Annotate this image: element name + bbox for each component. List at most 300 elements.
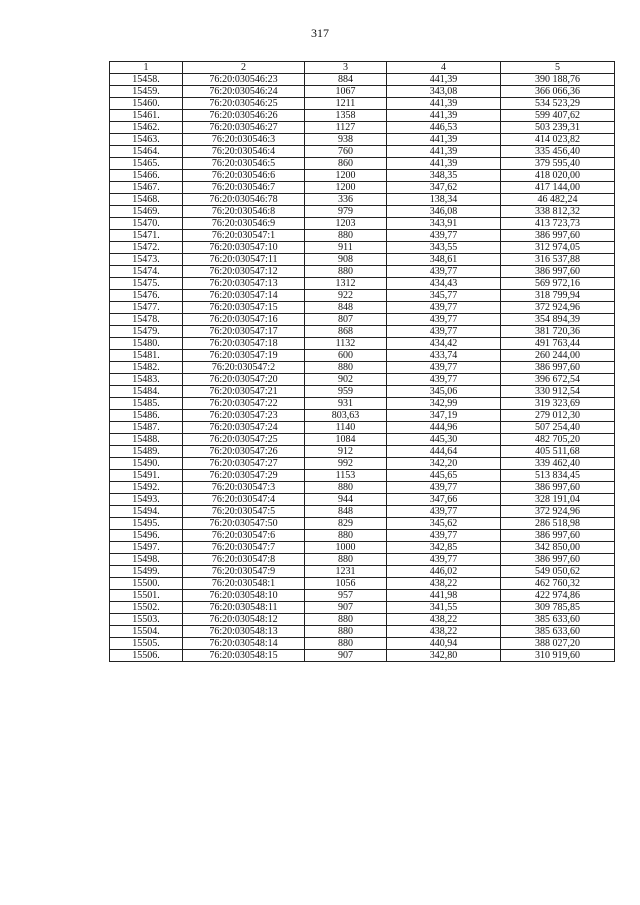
area-cell: 1312: [305, 278, 387, 290]
cadastral-value-cell: 388 027,20: [501, 638, 615, 650]
area-cell: 1200: [305, 182, 387, 194]
specific-value-cell: 434,43: [387, 278, 501, 290]
cadastral-value-cell: 312 974,05: [501, 242, 615, 254]
area-cell: 880: [305, 230, 387, 242]
specific-value-cell: 341,55: [387, 602, 501, 614]
area-cell: 336: [305, 194, 387, 206]
table-row: [110, 386, 615, 398]
cadastral-number-cell: 76:20:030547:26: [183, 446, 305, 458]
cadastral-number-cell: 76:20:030546:6: [183, 170, 305, 182]
row-number-cell: 15483.: [110, 374, 183, 386]
table-header: [110, 62, 615, 74]
cadastral-number-cell: 76:20:030547:10: [183, 242, 305, 254]
row-number-cell: 15466.: [110, 170, 183, 182]
cadastral-number-cell: 76:20:030547:27: [183, 458, 305, 470]
row-number-cell: 15486.: [110, 410, 183, 422]
area-cell: 880: [305, 266, 387, 278]
area-cell: 1153: [305, 470, 387, 482]
cadastral-number-cell: 76:20:030547:18: [183, 338, 305, 350]
specific-value-cell: 346,08: [387, 206, 501, 218]
cadastral-number-cell: 76:20:030547:23: [183, 410, 305, 422]
area-cell: 912: [305, 446, 387, 458]
area-cell: 880: [305, 614, 387, 626]
cadastral-value-cell: 386 997,60: [501, 554, 615, 566]
table-row: [110, 338, 615, 350]
cadastral-value-cell: 339 462,40: [501, 458, 615, 470]
row-number-cell: 15498.: [110, 554, 183, 566]
area-cell: 860: [305, 158, 387, 170]
table-row: [110, 230, 615, 242]
cadastral-number-cell: 76:20:030548:15: [183, 650, 305, 662]
registry-table: [109, 61, 615, 662]
row-number-cell: 15492.: [110, 482, 183, 494]
table-row: [110, 638, 615, 650]
cadastral-number-cell: 76:20:030546:3: [183, 134, 305, 146]
row-number-cell: 15471.: [110, 230, 183, 242]
table-row: [110, 362, 615, 374]
cadastral-value-cell: 372 924,96: [501, 302, 615, 314]
row-number-cell: 15500.: [110, 578, 183, 590]
cadastral-value-cell: 342 850,00: [501, 542, 615, 554]
area-cell: 907: [305, 650, 387, 662]
specific-value-cell: 345,06: [387, 386, 501, 398]
area-cell: 907: [305, 602, 387, 614]
area-cell: 959: [305, 386, 387, 398]
specific-value-cell: 348,35: [387, 170, 501, 182]
row-number-cell: 15499.: [110, 566, 183, 578]
cadastral-number-cell: 76:20:030547:7: [183, 542, 305, 554]
area-cell: 1084: [305, 434, 387, 446]
row-number-cell: 15474.: [110, 266, 183, 278]
area-cell: 880: [305, 530, 387, 542]
table-row: [110, 470, 615, 482]
table-row: [110, 542, 615, 554]
cadastral-number-cell: 76:20:030547:15: [183, 302, 305, 314]
table-row: [110, 554, 615, 566]
cadastral-value-cell: 328 191,04: [501, 494, 615, 506]
table-row: [110, 566, 615, 578]
table-row: [110, 194, 615, 206]
row-number-cell: 15461.: [110, 110, 183, 122]
row-number-cell: 15493.: [110, 494, 183, 506]
column-header-2: 2: [183, 62, 305, 74]
cadastral-value-cell: 569 972,16: [501, 278, 615, 290]
area-cell: 868: [305, 326, 387, 338]
column-header-5: 5: [501, 62, 615, 74]
specific-value-cell: 348,61: [387, 254, 501, 266]
table-body: [110, 74, 615, 662]
area-cell: 884: [305, 74, 387, 86]
specific-value-cell: 342,99: [387, 398, 501, 410]
row-number-cell: 15476.: [110, 290, 183, 302]
row-number-cell: 15465.: [110, 158, 183, 170]
table-row: [110, 326, 615, 338]
specific-value-cell: 439,77: [387, 374, 501, 386]
row-number-cell: 15501.: [110, 590, 183, 602]
cadastral-value-cell: 417 144,00: [501, 182, 615, 194]
specific-value-cell: 439,77: [387, 314, 501, 326]
area-cell: 1203: [305, 218, 387, 230]
cadastral-number-cell: 76:20:030547:21: [183, 386, 305, 398]
row-number-cell: 15495.: [110, 518, 183, 530]
row-number-cell: 15481.: [110, 350, 183, 362]
area-cell: 880: [305, 626, 387, 638]
table-row: [110, 182, 615, 194]
specific-value-cell: 446,53: [387, 122, 501, 134]
table-row: [110, 374, 615, 386]
specific-value-cell: 439,77: [387, 506, 501, 518]
table-row: [110, 422, 615, 434]
row-number-cell: 15470.: [110, 218, 183, 230]
specific-value-cell: 347,62: [387, 182, 501, 194]
area-cell: 1127: [305, 122, 387, 134]
specific-value-cell: 439,77: [387, 530, 501, 542]
specific-value-cell: 342,85: [387, 542, 501, 554]
cadastral-value-cell: 418 020,00: [501, 170, 615, 182]
table-row: [110, 602, 615, 614]
specific-value-cell: 441,98: [387, 590, 501, 602]
cadastral-value-cell: 513 834,45: [501, 470, 615, 482]
cadastral-number-cell: 76:20:030546:5: [183, 158, 305, 170]
area-cell: 760: [305, 146, 387, 158]
row-number-cell: 15479.: [110, 326, 183, 338]
table-row: [110, 446, 615, 458]
row-number-cell: 15503.: [110, 614, 183, 626]
cadastral-value-cell: 335 456,40: [501, 146, 615, 158]
cadastral-number-cell: 76:20:030547:25: [183, 434, 305, 446]
cadastral-number-cell: 76:20:030546:8: [183, 206, 305, 218]
specific-value-cell: 342,80: [387, 650, 501, 662]
area-cell: 880: [305, 482, 387, 494]
cadastral-number-cell: 76:20:030546:27: [183, 122, 305, 134]
cadastral-number-cell: 76:20:030547:24: [183, 422, 305, 434]
table-row: [110, 530, 615, 542]
table-row: [110, 494, 615, 506]
table-row: [110, 614, 615, 626]
row-number-cell: 15472.: [110, 242, 183, 254]
cadastral-value-cell: 386 997,60: [501, 266, 615, 278]
area-cell: 902: [305, 374, 387, 386]
cadastral-value-cell: 330 912,54: [501, 386, 615, 398]
area-cell: 908: [305, 254, 387, 266]
row-number-cell: 15487.: [110, 422, 183, 434]
area-cell: 1000: [305, 542, 387, 554]
cadastral-number-cell: 76:20:030546:7: [183, 182, 305, 194]
specific-value-cell: 439,77: [387, 362, 501, 374]
area-cell: 938: [305, 134, 387, 146]
cadastral-number-cell: 76:20:030548:13: [183, 626, 305, 638]
cadastral-number-cell: 76:20:030548:11: [183, 602, 305, 614]
row-number-cell: 15475.: [110, 278, 183, 290]
cadastral-value-cell: 396 672,54: [501, 374, 615, 386]
cadastral-number-cell: 76:20:030547:14: [183, 290, 305, 302]
row-number-cell: 15478.: [110, 314, 183, 326]
table-row: [110, 434, 615, 446]
table-row: [110, 458, 615, 470]
area-cell: 931: [305, 398, 387, 410]
cadastral-value-cell: 422 974,86: [501, 590, 615, 602]
table-row: [110, 626, 615, 638]
table-row: [110, 170, 615, 182]
specific-value-cell: 434,42: [387, 338, 501, 350]
specific-value-cell: 345,77: [387, 290, 501, 302]
specific-value-cell: 343,08: [387, 86, 501, 98]
row-number-cell: 15464.: [110, 146, 183, 158]
table-row: [110, 350, 615, 362]
specific-value-cell: 441,39: [387, 98, 501, 110]
area-cell: 957: [305, 590, 387, 602]
specific-value-cell: 444,64: [387, 446, 501, 458]
cadastral-number-cell: 76:20:030546:26: [183, 110, 305, 122]
table-row: [110, 518, 615, 530]
table-row: [110, 482, 615, 494]
table-row: [110, 278, 615, 290]
cadastral-value-cell: 386 997,60: [501, 530, 615, 542]
specific-value-cell: 441,39: [387, 74, 501, 86]
cadastral-number-cell: 76:20:030547:5: [183, 506, 305, 518]
cadastral-number-cell: 76:20:030547:13: [183, 278, 305, 290]
specific-value-cell: 438,22: [387, 626, 501, 638]
specific-value-cell: 138,34: [387, 194, 501, 206]
table-row: [110, 398, 615, 410]
specific-value-cell: 438,22: [387, 578, 501, 590]
cadastral-number-cell: 76:20:030547:29: [183, 470, 305, 482]
row-number-cell: 15505.: [110, 638, 183, 650]
row-number-cell: 15484.: [110, 386, 183, 398]
specific-value-cell: 439,77: [387, 302, 501, 314]
cadastral-value-cell: 386 997,60: [501, 482, 615, 494]
specific-value-cell: 441,39: [387, 158, 501, 170]
row-number-cell: 15497.: [110, 542, 183, 554]
cadastral-value-cell: 386 997,60: [501, 230, 615, 242]
table-row: [110, 302, 615, 314]
cadastral-number-cell: 76:20:030547:22: [183, 398, 305, 410]
row-number-cell: 15459.: [110, 86, 183, 98]
area-cell: 807: [305, 314, 387, 326]
area-cell: 600: [305, 350, 387, 362]
cadastral-number-cell: 76:20:030547:1: [183, 230, 305, 242]
cadastral-value-cell: 354 894,39: [501, 314, 615, 326]
header-row: [110, 62, 615, 74]
cadastral-value-cell: 46 482,24: [501, 194, 615, 206]
row-number-cell: 15477.: [110, 302, 183, 314]
page-number: 317: [311, 26, 329, 40]
area-cell: 829: [305, 518, 387, 530]
cadastral-value-cell: 385 633,60: [501, 614, 615, 626]
row-number-cell: 15469.: [110, 206, 183, 218]
area-cell: 880: [305, 554, 387, 566]
area-cell: 1200: [305, 170, 387, 182]
row-number-cell: 15489.: [110, 446, 183, 458]
table-row: [110, 590, 615, 602]
row-number-cell: 15488.: [110, 434, 183, 446]
cadastral-value-cell: 310 919,60: [501, 650, 615, 662]
table-row: [110, 158, 615, 170]
row-number-cell: 15480.: [110, 338, 183, 350]
cadastral-number-cell: 76:20:030547:11: [183, 254, 305, 266]
area-cell: 1231: [305, 566, 387, 578]
cadastral-value-cell: 385 633,60: [501, 626, 615, 638]
table-row: [110, 86, 615, 98]
cadastral-number-cell: 76:20:030546:78: [183, 194, 305, 206]
specific-value-cell: 439,77: [387, 482, 501, 494]
cadastral-number-cell: 76:20:030547:19: [183, 350, 305, 362]
cadastral-value-cell: 503 239,31: [501, 122, 615, 134]
table-row: [110, 134, 615, 146]
cadastral-value-cell: 482 705,20: [501, 434, 615, 446]
row-number-cell: 15468.: [110, 194, 183, 206]
cadastral-number-cell: 76:20:030547:2: [183, 362, 305, 374]
specific-value-cell: 441,39: [387, 146, 501, 158]
area-cell: 944: [305, 494, 387, 506]
cadastral-value-cell: 405 511,68: [501, 446, 615, 458]
area-cell: 803,63: [305, 410, 387, 422]
cadastral-value-cell: 319 323,69: [501, 398, 615, 410]
cadastral-value-cell: 507 254,40: [501, 422, 615, 434]
row-number-cell: 15485.: [110, 398, 183, 410]
cadastral-value-cell: 413 723,73: [501, 218, 615, 230]
cadastral-number-cell: 76:20:030548:12: [183, 614, 305, 626]
cadastral-value-cell: 286 518,98: [501, 518, 615, 530]
cadastral-value-cell: 549 050,62: [501, 566, 615, 578]
table-row: [110, 290, 615, 302]
cadastral-value-cell: 279 012,30: [501, 410, 615, 422]
specific-value-cell: 441,39: [387, 134, 501, 146]
cadastral-value-cell: 379 595,40: [501, 158, 615, 170]
table-row: [110, 146, 615, 158]
specific-value-cell: 445,65: [387, 470, 501, 482]
row-number-cell: 15491.: [110, 470, 183, 482]
row-number-cell: 15473.: [110, 254, 183, 266]
specific-value-cell: 433,74: [387, 350, 501, 362]
column-header-1: 1: [110, 62, 183, 74]
cadastral-value-cell: 309 785,85: [501, 602, 615, 614]
row-number-cell: 15496.: [110, 530, 183, 542]
cadastral-number-cell: 76:20:030547:8: [183, 554, 305, 566]
cadastral-number-cell: 76:20:030547:50: [183, 518, 305, 530]
cadastral-value-cell: 366 066,36: [501, 86, 615, 98]
area-cell: 992: [305, 458, 387, 470]
specific-value-cell: 446,02: [387, 566, 501, 578]
area-cell: 848: [305, 302, 387, 314]
cadastral-number-cell: 76:20:030547:6: [183, 530, 305, 542]
specific-value-cell: 444,96: [387, 422, 501, 434]
row-number-cell: 15462.: [110, 122, 183, 134]
specific-value-cell: 440,94: [387, 638, 501, 650]
area-cell: 1132: [305, 338, 387, 350]
row-number-cell: 15502.: [110, 602, 183, 614]
specific-value-cell: 438,22: [387, 614, 501, 626]
cadastral-value-cell: 599 407,62: [501, 110, 615, 122]
table-row: [110, 266, 615, 278]
area-cell: 1140: [305, 422, 387, 434]
cadastral-number-cell: 76:20:030548:1: [183, 578, 305, 590]
specific-value-cell: 439,77: [387, 554, 501, 566]
row-number-cell: 15494.: [110, 506, 183, 518]
row-number-cell: 15458.: [110, 74, 183, 86]
cadastral-number-cell: 76:20:030547:12: [183, 266, 305, 278]
specific-value-cell: 343,91: [387, 218, 501, 230]
cadastral-number-cell: 76:20:030547:16: [183, 314, 305, 326]
row-number-cell: 15463.: [110, 134, 183, 146]
table-row: [110, 110, 615, 122]
table-row: [110, 206, 615, 218]
cadastral-number-cell: 76:20:030546:9: [183, 218, 305, 230]
row-number-cell: 15460.: [110, 98, 183, 110]
cadastral-number-cell: 76:20:030547:9: [183, 566, 305, 578]
cadastral-value-cell: 338 812,32: [501, 206, 615, 218]
cadastral-value-cell: 534 523,29: [501, 98, 615, 110]
row-number-cell: 15506.: [110, 650, 183, 662]
table-row: [110, 218, 615, 230]
area-cell: 1211: [305, 98, 387, 110]
cadastral-number-cell: 76:20:030546:23: [183, 74, 305, 86]
column-header-3: 3: [305, 62, 387, 74]
area-cell: 848: [305, 506, 387, 518]
specific-value-cell: 439,77: [387, 266, 501, 278]
table-row: [110, 254, 615, 266]
cadastral-number-cell: 76:20:030548:10: [183, 590, 305, 602]
row-number-cell: 15482.: [110, 362, 183, 374]
cadastral-number-cell: 76:20:030546:4: [183, 146, 305, 158]
row-number-cell: 15490.: [110, 458, 183, 470]
area-cell: 922: [305, 290, 387, 302]
table-row: [110, 122, 615, 134]
cadastral-value-cell: 386 997,60: [501, 362, 615, 374]
cadastral-value-cell: 491 763,44: [501, 338, 615, 350]
cadastral-value-cell: 260 244,00: [501, 350, 615, 362]
area-cell: 880: [305, 638, 387, 650]
specific-value-cell: 347,19: [387, 410, 501, 422]
cadastral-number-cell: 76:20:030547:17: [183, 326, 305, 338]
cadastral-number-cell: 76:20:030548:14: [183, 638, 305, 650]
cadastral-value-cell: 462 760,32: [501, 578, 615, 590]
cadastral-number-cell: 76:20:030547:4: [183, 494, 305, 506]
cadastral-value-cell: 316 537,88: [501, 254, 615, 266]
area-cell: 880: [305, 362, 387, 374]
table-row: [110, 242, 615, 254]
column-header-4: 4: [387, 62, 501, 74]
table-row: [110, 98, 615, 110]
specific-value-cell: 439,77: [387, 230, 501, 242]
table-row: [110, 410, 615, 422]
specific-value-cell: 439,77: [387, 326, 501, 338]
cadastral-number-cell: 76:20:030546:24: [183, 86, 305, 98]
specific-value-cell: 441,39: [387, 110, 501, 122]
table-row: [110, 650, 615, 662]
cadastral-value-cell: 381 720,36: [501, 326, 615, 338]
area-cell: 1358: [305, 110, 387, 122]
area-cell: 911: [305, 242, 387, 254]
area-cell: 1067: [305, 86, 387, 98]
cadastral-value-cell: 390 188,76: [501, 74, 615, 86]
specific-value-cell: 342,20: [387, 458, 501, 470]
table-row: [110, 578, 615, 590]
specific-value-cell: 347,66: [387, 494, 501, 506]
table-row: [110, 506, 615, 518]
table-row: [110, 74, 615, 86]
row-number-cell: 15467.: [110, 182, 183, 194]
cadastral-number-cell: 76:20:030547:3: [183, 482, 305, 494]
cadastral-value-cell: 318 799,94: [501, 290, 615, 302]
table-row: [110, 314, 615, 326]
area-cell: 1056: [305, 578, 387, 590]
specific-value-cell: 345,62: [387, 518, 501, 530]
area-cell: 979: [305, 206, 387, 218]
specific-value-cell: 343,55: [387, 242, 501, 254]
cadastral-value-cell: 372 924,96: [501, 506, 615, 518]
cadastral-number-cell: 76:20:030547:20: [183, 374, 305, 386]
